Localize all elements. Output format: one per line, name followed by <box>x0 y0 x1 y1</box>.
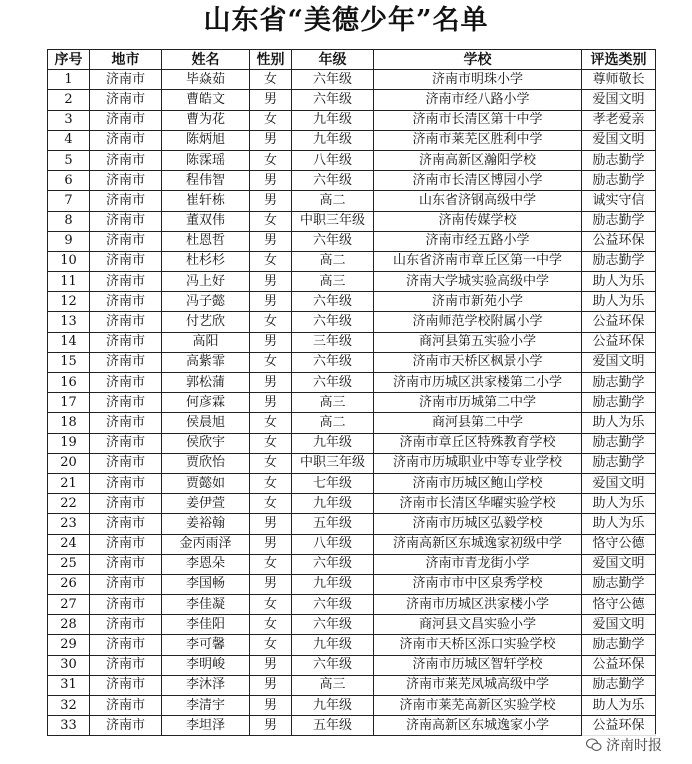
cell-name: 冯上好 <box>162 272 250 292</box>
cell-category: 励志勤学 <box>582 150 656 170</box>
table-row <box>48 90 656 110</box>
cell-category: 助人为乐 <box>582 514 656 534</box>
cell-name: 李国畅 <box>162 574 250 594</box>
cell-gender: 男 <box>250 171 292 191</box>
table-row <box>48 292 656 312</box>
cell-grade: 九年级 <box>292 433 374 453</box>
cell-name: 杜恩哲 <box>162 231 250 251</box>
cell-name: 李清宇 <box>162 696 250 716</box>
table-row <box>48 514 656 534</box>
cell-name: 贾欣怡 <box>162 453 250 473</box>
page-title: 山东省“美德少年”名单 <box>203 5 489 36</box>
cell-grade: 高二 <box>292 251 374 271</box>
cell-city: 济南市 <box>90 433 162 453</box>
cell-gender: 男 <box>250 272 292 292</box>
cell-category: 爱国文明 <box>582 473 656 493</box>
cell-gender: 女 <box>250 595 292 615</box>
cell-school: 济南市莱芜高新区实验学校 <box>374 696 582 716</box>
cell-city: 济南市 <box>90 130 162 150</box>
cell-school: 济南高新区瀚阳学校 <box>374 150 582 170</box>
cell-grade: 九年级 <box>292 696 374 716</box>
cell-city: 济南市 <box>90 231 162 251</box>
table-row <box>48 716 656 736</box>
cell-gender: 男 <box>250 292 292 312</box>
cell-name: 毕焱茹 <box>162 70 250 90</box>
cell-grade: 五年级 <box>292 716 374 736</box>
cell-gender: 女 <box>250 150 292 170</box>
cell-city: 济南市 <box>90 70 162 90</box>
cell-city: 济南市 <box>90 413 162 433</box>
table-row <box>48 473 656 493</box>
wechat-icon <box>586 738 602 752</box>
cell-city: 济南市 <box>90 473 162 493</box>
cell-index: 23 <box>48 514 90 534</box>
table-row <box>48 433 656 453</box>
table-row <box>48 352 656 372</box>
cell-gender: 男 <box>250 574 292 594</box>
cell-category: 爱国文明 <box>582 130 656 150</box>
cell-school: 济南市明珠小学 <box>374 70 582 90</box>
cell-name: 李明峻 <box>162 655 250 675</box>
table-row <box>48 272 656 292</box>
cell-index: 1 <box>48 70 90 90</box>
cell-school: 济南市市中区泉秀学校 <box>374 574 582 594</box>
cell-gender: 男 <box>250 90 292 110</box>
cell-city: 济南市 <box>90 554 162 574</box>
cell-gender: 女 <box>250 70 292 90</box>
cell-school: 济南大学城实验高级中学 <box>374 272 582 292</box>
cell-name: 侯欣宇 <box>162 433 250 453</box>
cell-category: 爱国文明 <box>582 554 656 574</box>
cell-name: 陈霂瑶 <box>162 150 250 170</box>
cell-grade: 七年级 <box>292 473 374 493</box>
cell-city: 济南市 <box>90 211 162 231</box>
cell-category: 励志勤学 <box>582 171 656 191</box>
cell-school: 济南市新苑小学 <box>374 292 582 312</box>
cell-category: 恪守公德 <box>582 595 656 615</box>
cell-grade: 六年级 <box>292 312 374 332</box>
cell-city: 济南市 <box>90 110 162 130</box>
table-row <box>48 191 656 211</box>
cell-grade: 九年级 <box>292 494 374 514</box>
cell-city: 济南市 <box>90 655 162 675</box>
cell-category: 公益环保 <box>582 231 656 251</box>
cell-index: 8 <box>48 211 90 231</box>
cell-grade: 六年级 <box>292 595 374 615</box>
header-city: 地市 <box>90 50 162 70</box>
table-body <box>48 70 656 736</box>
cell-gender: 男 <box>250 514 292 534</box>
cell-index: 19 <box>48 433 90 453</box>
cell-gender: 男 <box>250 716 292 736</box>
cell-school: 商河县第五实验小学 <box>374 332 582 352</box>
table-row <box>48 393 656 413</box>
cell-name: 李佳凝 <box>162 595 250 615</box>
cell-city: 济南市 <box>90 393 162 413</box>
cell-index: 26 <box>48 574 90 594</box>
cell-name: 贾懿如 <box>162 473 250 493</box>
header-grade: 年级 <box>292 50 374 70</box>
cell-school: 济南市历城区洪家楼小学 <box>374 595 582 615</box>
cell-name: 崔轩栋 <box>162 191 250 211</box>
cell-category: 励志勤学 <box>582 574 656 594</box>
cell-index: 30 <box>48 655 90 675</box>
table-row <box>48 251 656 271</box>
table-row <box>48 655 656 675</box>
cell-name: 侯晨旭 <box>162 413 250 433</box>
cell-gender: 女 <box>250 554 292 574</box>
cell-city: 济南市 <box>90 352 162 372</box>
cell-category: 励志勤学 <box>582 433 656 453</box>
cell-grade: 高二 <box>292 413 374 433</box>
header-school: 学校 <box>374 50 582 70</box>
cell-gender: 女 <box>250 413 292 433</box>
cell-gender: 男 <box>250 696 292 716</box>
cell-category: 助人为乐 <box>582 272 656 292</box>
cell-grade: 六年级 <box>292 373 374 393</box>
cell-category: 尊师敬长 <box>582 70 656 90</box>
cell-name: 曹为花 <box>162 110 250 130</box>
watermark <box>582 734 666 756</box>
table-row <box>48 211 656 231</box>
table-header-row <box>48 50 656 70</box>
table-row <box>48 635 656 655</box>
cell-gender: 女 <box>250 312 292 332</box>
table-row <box>48 373 656 393</box>
table-row <box>48 494 656 514</box>
cell-school: 济南市历城职业中等专业学校 <box>374 453 582 473</box>
cell-category: 励志勤学 <box>582 251 656 271</box>
cell-school: 济南市青龙街小学 <box>374 554 582 574</box>
cell-city: 济南市 <box>90 90 162 110</box>
cell-grade: 九年级 <box>292 130 374 150</box>
cell-index: 27 <box>48 595 90 615</box>
cell-category: 公益环保 <box>582 312 656 332</box>
cell-index: 9 <box>48 231 90 251</box>
cell-index: 15 <box>48 352 90 372</box>
cell-gender: 男 <box>250 130 292 150</box>
cell-name: 郭松蒲 <box>162 373 250 393</box>
cell-index: 18 <box>48 413 90 433</box>
watermark-text: 济南时报 <box>606 738 662 754</box>
cell-school: 济南传媒学校 <box>374 211 582 231</box>
cell-grade: 六年级 <box>292 90 374 110</box>
table-row <box>48 574 656 594</box>
cell-category: 励志勤学 <box>582 211 656 231</box>
cell-category: 恪守公德 <box>582 534 656 554</box>
table-row <box>48 453 656 473</box>
cell-index: 20 <box>48 453 90 473</box>
cell-name: 陈炳旭 <box>162 130 250 150</box>
cell-school: 济南市莱芜凤城高级中学 <box>374 675 582 695</box>
cell-name: 李恩朵 <box>162 554 250 574</box>
cell-gender: 男 <box>250 373 292 393</box>
cell-index: 25 <box>48 554 90 574</box>
cell-category: 诚实守信 <box>582 191 656 211</box>
cell-school: 济南市长清区第十中学 <box>374 110 582 130</box>
cell-name: 何彦霖 <box>162 393 250 413</box>
cell-city: 济南市 <box>90 615 162 635</box>
cell-index: 10 <box>48 251 90 271</box>
cell-city: 济南市 <box>90 292 162 312</box>
cell-school: 济南市经五路小学 <box>374 231 582 251</box>
cell-index: 16 <box>48 373 90 393</box>
cell-category: 公益环保 <box>582 716 656 736</box>
cell-index: 29 <box>48 635 90 655</box>
cell-name: 董双伟 <box>162 211 250 231</box>
cell-grade: 六年级 <box>292 554 374 574</box>
cell-city: 济南市 <box>90 312 162 332</box>
cell-school: 济南高新区东城逸家小学 <box>374 716 582 736</box>
cell-school: 济南市天桥区枫景小学 <box>374 352 582 372</box>
cell-gender: 女 <box>250 352 292 372</box>
cell-grade: 八年级 <box>292 150 374 170</box>
cell-school: 济南市历城区鲍山学校 <box>374 473 582 493</box>
cell-city: 济南市 <box>90 595 162 615</box>
cell-name: 程伟智 <box>162 171 250 191</box>
cell-grade: 五年级 <box>292 514 374 534</box>
cell-grade: 六年级 <box>292 615 374 635</box>
cell-grade: 六年级 <box>292 231 374 251</box>
cell-gender: 男 <box>250 393 292 413</box>
cell-city: 济南市 <box>90 635 162 655</box>
cell-city: 济南市 <box>90 534 162 554</box>
cell-category: 励志勤学 <box>582 393 656 413</box>
cell-city: 济南市 <box>90 453 162 473</box>
cell-grade: 九年级 <box>292 635 374 655</box>
table-row <box>48 332 656 352</box>
cell-gender: 女 <box>250 110 292 130</box>
table-row <box>48 312 656 332</box>
cell-city: 济南市 <box>90 675 162 695</box>
cell-category: 公益环保 <box>582 655 656 675</box>
header-category: 评选类别 <box>582 50 656 70</box>
cell-school: 济南市莱芜区胜利中学 <box>374 130 582 150</box>
cell-school: 山东省济钢高级中学 <box>374 191 582 211</box>
cell-name: 李佳阳 <box>162 615 250 635</box>
cell-school: 济南市经八路小学 <box>374 90 582 110</box>
table-row <box>48 413 656 433</box>
cell-gender: 女 <box>250 211 292 231</box>
table-row <box>48 696 656 716</box>
table-row <box>48 615 656 635</box>
cell-index: 4 <box>48 130 90 150</box>
cell-name: 李沐泽 <box>162 675 250 695</box>
cell-index: 21 <box>48 473 90 493</box>
cell-index: 31 <box>48 675 90 695</box>
cell-school: 济南市长清区博园小学 <box>374 171 582 191</box>
cell-category: 助人为乐 <box>582 413 656 433</box>
table-row <box>48 110 656 130</box>
cell-category: 励志勤学 <box>582 453 656 473</box>
cell-city: 济南市 <box>90 574 162 594</box>
cell-index: 7 <box>48 191 90 211</box>
cell-name: 姜裕翰 <box>162 514 250 534</box>
cell-name: 姜伊萱 <box>162 494 250 514</box>
cell-category: 爱国文明 <box>582 90 656 110</box>
cell-grade: 中职三年级 <box>292 453 374 473</box>
cell-school: 济南市历城区弘毅学校 <box>374 514 582 534</box>
cell-grade: 高二 <box>292 191 374 211</box>
cell-grade: 六年级 <box>292 352 374 372</box>
cell-name: 冯子懿 <box>162 292 250 312</box>
cell-index: 11 <box>48 272 90 292</box>
cell-category: 助人为乐 <box>582 494 656 514</box>
cell-name: 付艺欣 <box>162 312 250 332</box>
cell-index: 22 <box>48 494 90 514</box>
cell-category: 励志勤学 <box>582 373 656 393</box>
cell-gender: 男 <box>250 534 292 554</box>
cell-gender: 女 <box>250 251 292 271</box>
cell-school: 济南市天桥区泺口实验学校 <box>374 635 582 655</box>
cell-city: 济南市 <box>90 373 162 393</box>
cell-gender: 女 <box>250 473 292 493</box>
cell-grade: 高三 <box>292 675 374 695</box>
cell-index: 13 <box>48 312 90 332</box>
cell-category: 爱国文明 <box>582 615 656 635</box>
cell-city: 济南市 <box>90 272 162 292</box>
table-row <box>48 150 656 170</box>
cell-name: 曹皓文 <box>162 90 250 110</box>
cell-category: 助人为乐 <box>582 696 656 716</box>
cell-category: 励志勤学 <box>582 635 656 655</box>
cell-school: 济南市历城区洪家楼第二小学 <box>374 373 582 393</box>
table-row <box>48 534 656 554</box>
cell-gender: 女 <box>250 494 292 514</box>
cell-gender: 男 <box>250 655 292 675</box>
cell-city: 济南市 <box>90 514 162 534</box>
cell-index: 3 <box>48 110 90 130</box>
cell-index: 2 <box>48 90 90 110</box>
roster-table <box>47 49 656 736</box>
cell-city: 济南市 <box>90 150 162 170</box>
table-row <box>48 130 656 150</box>
cell-name: 金丙雨泽 <box>162 534 250 554</box>
cell-category: 公益环保 <box>582 332 656 352</box>
header-gender: 性别 <box>250 50 292 70</box>
cell-category: 助人为乐 <box>582 292 656 312</box>
cell-city: 济南市 <box>90 251 162 271</box>
cell-index: 28 <box>48 615 90 635</box>
cell-grade: 六年级 <box>292 655 374 675</box>
cell-school: 商河县文昌实验小学 <box>374 615 582 635</box>
table-row <box>48 554 656 574</box>
header-index: 序号 <box>48 50 90 70</box>
cell-school: 济南市历城区智轩学校 <box>374 655 582 675</box>
cell-grade: 六年级 <box>292 70 374 90</box>
cell-name: 杜杉杉 <box>162 251 250 271</box>
cell-school: 山东省济南市章丘区第一中学 <box>374 251 582 271</box>
cell-grade: 六年级 <box>292 171 374 191</box>
cell-name: 高紫霏 <box>162 352 250 372</box>
cell-city: 济南市 <box>90 716 162 736</box>
cell-grade: 高三 <box>292 393 374 413</box>
cell-gender: 男 <box>250 332 292 352</box>
cell-index: 33 <box>48 716 90 736</box>
cell-index: 32 <box>48 696 90 716</box>
cell-index: 24 <box>48 534 90 554</box>
cell-school: 济南高新区东城逸家初级中学 <box>374 534 582 554</box>
cell-index: 14 <box>48 332 90 352</box>
cell-city: 济南市 <box>90 332 162 352</box>
cell-grade: 八年级 <box>292 534 374 554</box>
cell-grade: 三年级 <box>292 332 374 352</box>
cell-grade: 九年级 <box>292 574 374 594</box>
table-row <box>48 675 656 695</box>
cell-grade: 中职三年级 <box>292 211 374 231</box>
cell-gender: 男 <box>250 191 292 211</box>
cell-gender: 女 <box>250 453 292 473</box>
cell-city: 济南市 <box>90 696 162 716</box>
cell-category: 励志勤学 <box>582 675 656 695</box>
cell-category: 孝老爱亲 <box>582 110 656 130</box>
cell-city: 济南市 <box>90 191 162 211</box>
cell-gender: 男 <box>250 231 292 251</box>
cell-index: 6 <box>48 171 90 191</box>
cell-index: 5 <box>48 150 90 170</box>
cell-school: 济南市长清区华曜实验学校 <box>374 494 582 514</box>
cell-category: 爱国文明 <box>582 352 656 372</box>
cell-gender: 女 <box>250 433 292 453</box>
cell-grade: 九年级 <box>292 110 374 130</box>
cell-index: 12 <box>48 292 90 312</box>
cell-city: 济南市 <box>90 494 162 514</box>
cell-grade: 六年级 <box>292 292 374 312</box>
table-row <box>48 70 656 90</box>
cell-gender: 男 <box>250 675 292 695</box>
table-row <box>48 171 656 191</box>
cell-name: 李坦泽 <box>162 716 250 736</box>
cell-index: 17 <box>48 393 90 413</box>
table-row <box>48 595 656 615</box>
cell-school: 济南师范学校附属小学 <box>374 312 582 332</box>
table-row <box>48 231 656 251</box>
cell-school: 济南市章丘区特殊教育学校 <box>374 433 582 453</box>
cell-grade: 高三 <box>292 272 374 292</box>
cell-city: 济南市 <box>90 171 162 191</box>
header-name: 姓名 <box>162 50 250 70</box>
cell-gender: 女 <box>250 615 292 635</box>
cell-name: 高阳 <box>162 332 250 352</box>
cell-name: 李可馨 <box>162 635 250 655</box>
cell-school: 济南市历城第二中学 <box>374 393 582 413</box>
cell-gender: 女 <box>250 635 292 655</box>
cell-school: 商河县第二中学 <box>374 413 582 433</box>
